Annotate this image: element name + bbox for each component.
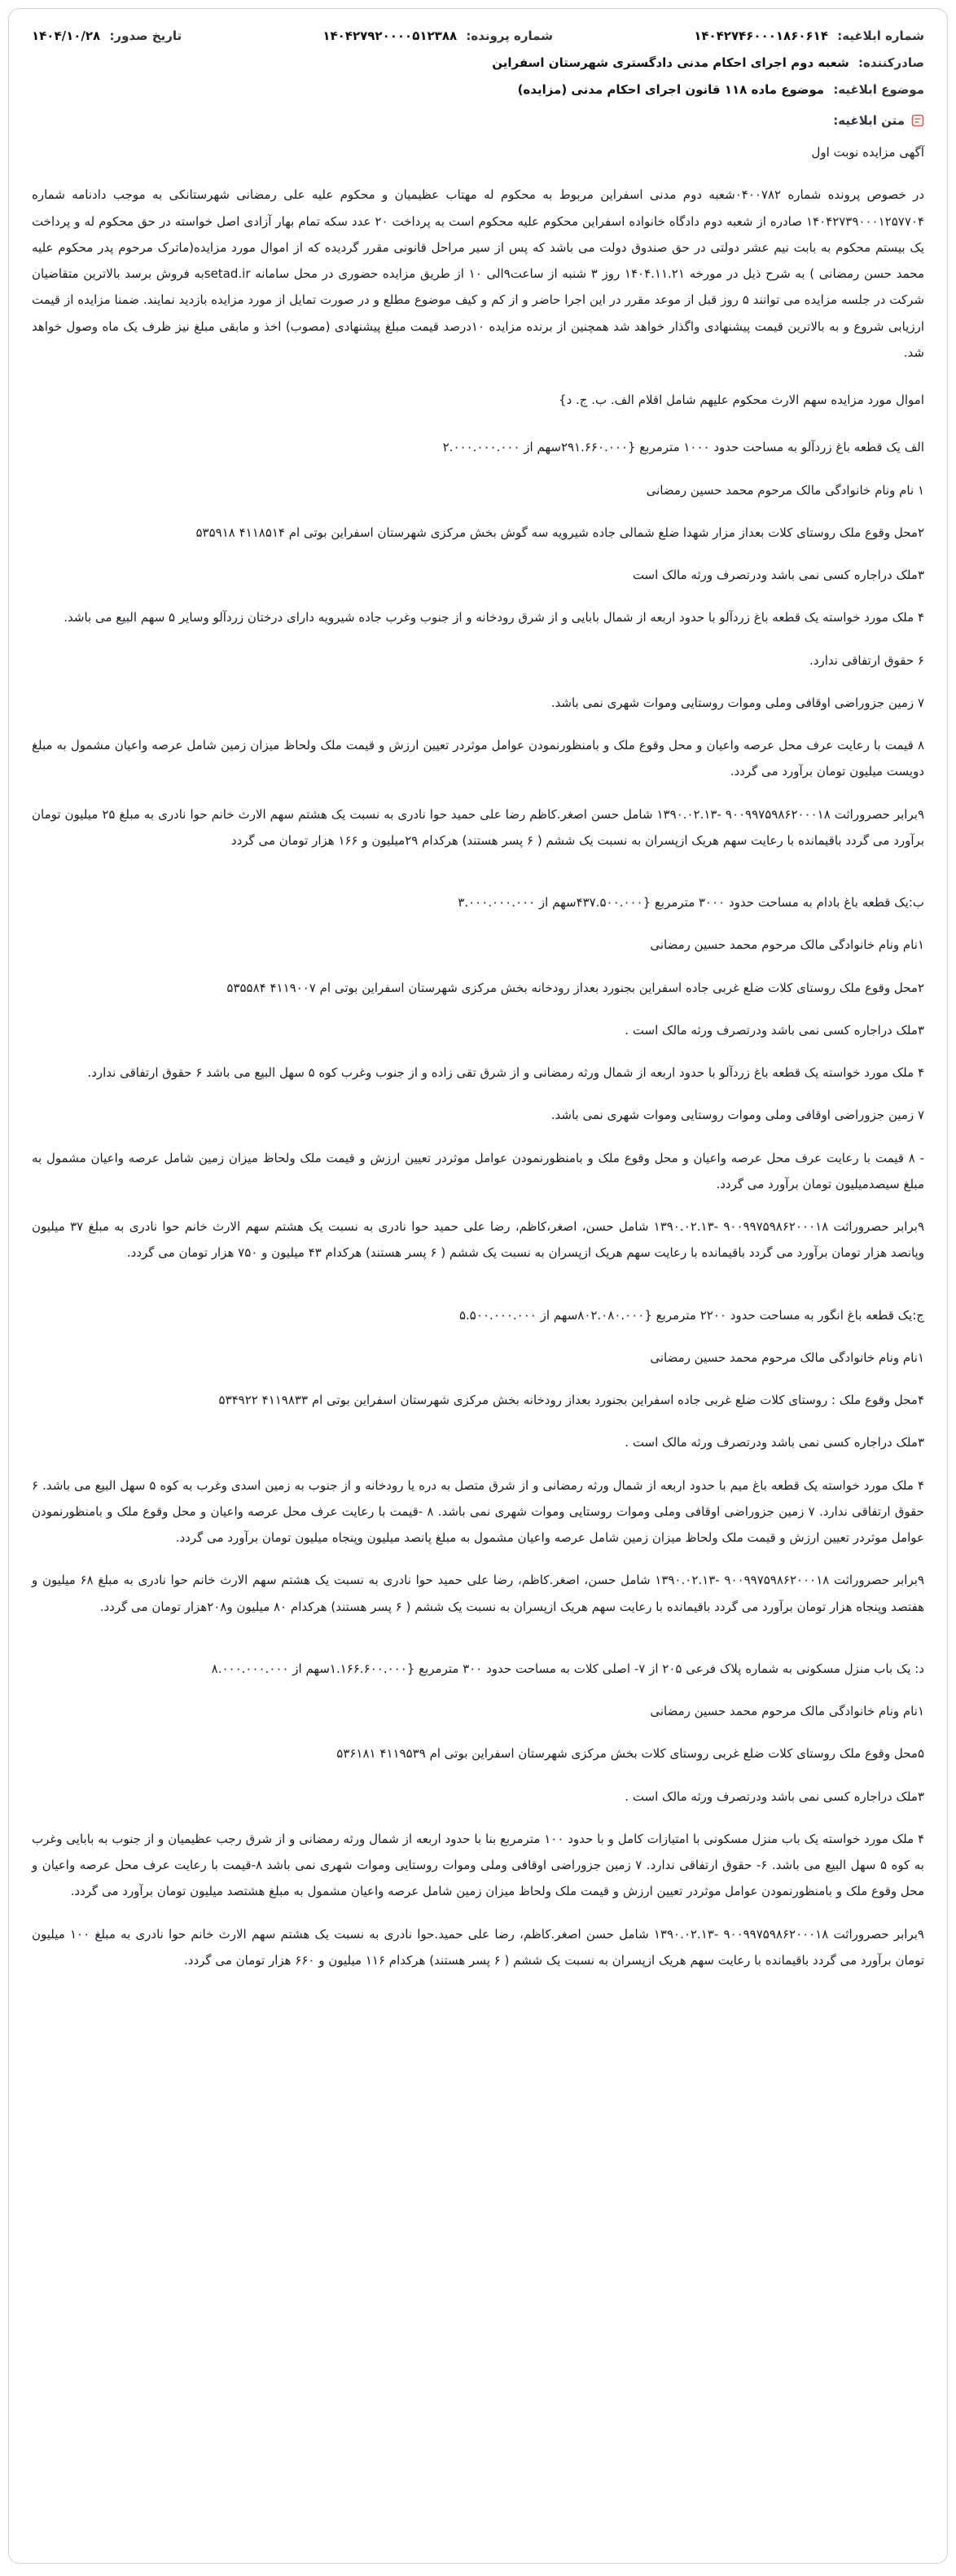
notification-card <box>8 8 948 2564</box>
notice-paragraph: ۳ملک دراجاره کسی نمی باشد ودرتصرف ورثه مالک است . <box>625 1022 924 1038</box>
notice-paragraph: د: یک باب منزل مسکونی به شماره پلاک فرعی ۲۰۵ از ۷- اصلی کلات به مساحت حدود ۳۰۰ مترمربع {۱.۱۶۶.۶۰۰.۰۰۰سهم از ۸.۰۰۰.۰۰۰.۰۰۰ <box>211 1661 924 1676</box>
notice-paragraph: ب:یک قطعه باغ بادام به مساحت حدود ۳۰۰۰ مترمربع {۴۳۷.۵۰۰.۰۰۰سهم از ۳.۰۰۰.۰۰۰.۰۰۰ <box>458 895 924 910</box>
notice-paragraph: اموال مورد مزایده سهم الارث محکوم علیهم شامل اقلام الف. ب. ج. د} <box>559 393 924 407</box>
notice-paragraph: ۴ ملک مورد خواسته یک باب منزل مسکونی با امتیازات کامل و با حدود ۱۰۰ مترمربع بنا با حدود اربعه از شمال ورثه رمضانی و از شرق رجب عظیمیان و از جنوب به بابایی وغرب به کوه ۵ سهل البیع می باشد. ۶- حقوق ارتفاقی ندارد. ۷ زمین جزوراضی اوقافی وملی وموات روستایی وموات شهری نمی باشد ۸-قیمت با رعایت عرف محل عرصه واعیان و محل وقوع ملک و بامنظورنمودن عوامل موثردر تعیین ارزش و قیمت ملک ولحاظ میزان زمین شامل عرصه واعیان مشمول به مبلغ هشتصد میلیون تومان برآورد می گردد. <box>32 1831 924 1899</box>
meta-row-numbers <box>32 29 924 43</box>
notice-paragraph: ۸ قیمت با رعایت عرف محل عرصه واعیان و محل وقوع ملک و بامنظورنمودن عوامل موثردر تعیین ارزش و قیمت ملک ولحاظ میزان زمین شامل عرصه واعیان مشمول به مبلغ دویست میلیون تومان برآورد می گردد. <box>32 738 924 779</box>
meta-row-subject <box>32 82 924 97</box>
notice-number-value: ۱۴۰۴۲۷۴۶۰۰۰۱۸۶۰۶۱۴ <box>694 29 828 43</box>
notice-number-label: شماره ابلاغیه: <box>837 29 924 43</box>
notice-paragraph: الف یک قطعه باغ زردآلو به مساحت حدود ۱۰۰۰ مترمربع {۲۹۱.۶۶۰.۰۰۰سهم از ۲.۰۰۰.۰۰۰.۰۰۰ <box>442 440 924 455</box>
notice-paragraph: ۱نام ونام خانوادگی مالک مرحوم محمد حسین رمضانی <box>650 1349 924 1365</box>
notice-paragraph: ۱ نام ونام خانوادگی مالک مرحوم محمد حسین رمضانی <box>646 482 924 498</box>
notification-meta <box>32 29 924 128</box>
case-number-value: ۱۴۰۴۲۷۹۲۰۰۰۰۵۱۲۳۸۸ <box>322 29 458 43</box>
notice-text-label: متن ابلاغیه: <box>833 113 905 128</box>
notice-paragraph: در خصوص پرونده شماره ۰۴۰۰۷۸۲شعبه دوم مدنی اسفراین مربوط به محکوم له مهتاب عظیمیان و محکوم علیه علی رمضانی شهرستانکی به موجب دادنامه شماره ۱۴۰۴۲۷۳۹۰۰۰۱۲۵۷۷۰۴ صادره از شعبه دوم دادگاه خانواده اسفراین محکوم علیه محکوم است به پرداخت ۲۰ عدد سکه تمام بهار آزادی اصل خواسته در حق محکوم له و پرداخت یک بیستم محکوم به بابت نیم عشر دولتی در حق صندوق دولت می باشد که پس از سیر مراحل قانونی مقرر گردیده که از اموال مورد مزایده(ماترک مرحوم پدر محکوم علیه محمد حسن رمضانی ) به شرح ذیل در مورخه ۱۴۰۴.۱۱.۲۱ روز ۳ شنبه از ساعت۹الی ۱۰ از طریق مزایده حضوری در محل سامانه setad.irبه فروش برسد بالاترین متقاضیان شرکت در جلسه مزایده می توانند ۵ روز قبل از موعد مقرر در این اجرا حاضر و از کم و کیف موضوع مطلع و در صورت تمایل از مورد مزایده بازدید نمایند. ضمنا مزایده از قیمت ارزیابی شروع و به بالاترین قیمت پیشنهادی واگذار خواهد شد همچنین از برنده مزایده ۱۰درصد قیمت مبلغ پیشنهادی (مصوب) اخذ و مابقی مبلغ نیز ظرف یک ماه وصول خواهد شد. <box>32 187 924 360</box>
notice-number-field <box>694 29 924 43</box>
notice-paragraph: ۹برابر حصروراثت ۹۰۰۹۹۷۵۹۸۶۲۰۰۰۱۸ -۱۳۹۰.۰۲.۱۳ شامل حسن اصغر.کاظم، رضا علی حمید.حوا نادری به نسبت یک هشتم سهم الارث خانم حوا نادری به مبلغ ۱۰۰ میلیون تومان برآورد می گردد باقیمانده با رعایت سهم هریک ازپسران به نسبت یک ششم ( ۶ پسر هستند) هرکدام ۱۱۶ میلیون و ۶۶۰ هزار تومان می گردد. <box>32 1926 924 1968</box>
notice-paragraph: - ۸ قیمت با رعایت عرف محل عرصه واعیان و محل وقوع ملک و بامنظورنمودن عوامل موثردر تعیین ارزش و قیمت ملک ولحاظ میزان زمین شامل عرصه واعیان مشمول به مبلغ سیصدمیلیون تومان برآورد می گردد. <box>32 1150 925 1191</box>
notice-paragraph: ۷ زمین جزوراضی اوقافی وملی وموات روستایی وموات شهری نمی باشد. <box>550 695 924 710</box>
issue-date-label: تاریخ صدور: <box>109 29 182 43</box>
case-number-field <box>322 29 553 43</box>
notice-paragraph: ۳ملک دراجاره کسی نمی باشد ودرتصرف ورثه مالک است <box>632 568 924 582</box>
notice-paragraph: ۲محل وقوع ملک روستای کلات ضلع غربی جاده اسفراین بجنورد بعداز رودخانه بخش مرکزی شهرستان اسفراین بوتی ام ۴۱۱۹۰۰۷ ۵۳۵۵۸۴ <box>226 980 924 995</box>
case-number-label: شماره پرونده: <box>466 29 553 43</box>
issue-date-field <box>32 29 182 43</box>
notice-paragraph: ۱نام ونام خانوادگی مالک مرحوم محمد حسین رمضانی <box>650 1704 924 1718</box>
notice-paragraph: ۴ ملک مورد خواسته یک قطعه باغ زردآلو با حدود اربعه از شمال بابایی و از شرق رودخانه و از جنوب وغرب جاده شیرویه دارای درختان زردآلو وسایر ۵ سهم البیع می باشد. <box>64 610 924 625</box>
issue-date-value: ۱۴۰۴/۱۰/۲۸ <box>32 29 101 43</box>
notice-body <box>32 139 924 1973</box>
notice-paragraph: ۹برابر حصروراثت ۹۰۰۹۹۷۵۹۸۶۲۰۰۰۱۸ -۱۳۹۰.۰۲.۱۳ شامل حسن، اصغر.کاظم، رضا علی حمید حوا نادری به نسبت یک هشتم سهم الارث خانم حوا نادری به مبلغ ۶۸ میلیون و هفتصد وپنجاه هزار تومان برآورد می گردد باقیمانده با رعایت سهم هریک ازپسران به نسبت یک ششم ( ۶ پسر هستند) هرکدام ۸۰ میلیون و۲۰۸هزار تومان می گردد. <box>32 1573 924 1614</box>
auction-title: آگهی مزایده نوبت اول <box>811 145 924 160</box>
meta-row-issuer <box>32 55 924 70</box>
notice-paragraph: ۷ زمین جزوراضی اوقافی وملی وموات روستایی وموات شهری نمی باشد. <box>550 1108 924 1123</box>
subject-value: موضوع ماده ۱۱۸ قانون اجرای احکام مدنی (مزایده) <box>517 82 825 97</box>
notice-paragraph: ۲محل وقوع ملک روستای کلات بعداز مزار شهدا ضلع شمالی جاده شیرویه سه گوش بخش مرکزی شهرستان اسفراین بوتی ام ۴۱۱۸۵۱۴ ۵۳۵۹۱۸ <box>195 524 924 540</box>
notice-paragraph: ۴ ملک مورد خواسته یک قطعه باغ میم با حدود اربعه از شمال ورثه رمضانی و از شرق متصل به دره یا رودخانه و از جنوب به زمین اسدی وغرب به کوه ۵ سهل البیع می باشد. ۶ حقوق ارتفاقی ندارد. ۷ زمین جزوراضی اوقافی وملی وموات روستایی وموات شهری نمی باشد. ۸ -قیمت با رعایت عرف محل عرصه واعیان و محل وقوع ملک و بامنظورنمودن عوامل موثردر تعیین ارزش و قیمت ملک ولحاظ میزان زمین شامل عرصه واعیان مشمول به مبلغ پانصد میلیون وپنجاه میلیون تومان برآورد می گردد. <box>32 1477 924 1545</box>
notice-paragraph: ج:یک قطعه باغ انگور به مساحت حدود ۲۲۰۰ مترمربع {۸۰۲.۰۸۰.۰۰۰سهم از ۵.۵۰۰.۰۰۰.۰۰۰ <box>458 1307 924 1323</box>
issuer-value: شعبه دوم اجرای احکام مدنی دادگستری شهرستان اسفراین <box>492 55 849 70</box>
notice-paragraph: ۴ ملک مورد خواسته یک قطعه باغ زردآلو با حدود اربعه از شمال ورثه رمضانی و از شرق تقی زاده و از جنوب وغرب کوه ۵ سهل البیع می باشد ۶ حقوق ارتفاقی ندارد. <box>87 1065 924 1080</box>
notice-text-icon <box>911 114 924 127</box>
notice-paragraph: ۳ملک دراجاره کسی نمی باشد ودرتصرف ورثه مالک است . <box>625 1788 924 1804</box>
subject-label: موضوع ابلاغیه: <box>833 82 924 97</box>
notice-paragraph: ۱نام ونام خانوادگی مالک مرحوم محمد حسین رمضانی <box>650 937 924 953</box>
issuer-field <box>492 55 924 70</box>
notice-text-header <box>32 113 924 128</box>
notice-paragraph: ۳ملک دراجاره کسی نمی باشد ودرتصرف ورثه مالک است . <box>625 1435 924 1450</box>
notice-paragraph: ۵محل وقوع ملک روستای کلات ضلع غربی روستای کلات بخش مرکزی شهرستان اسفراین بوتی ام ۴۱۱۹۵۳۹ ۵۳۶۱۸۱ <box>336 1746 924 1762</box>
notice-paragraph: ۴محل وقوع ملک : روستای کلات ضلع غربی جاده اسفراین بجنورد بعداز رودخانه بخش مرکزی شهرستان اسفراین بوتی ام ۴۱۱۹۸۳۳ ۵۳۴۹۲۲ <box>218 1393 924 1407</box>
subject-field <box>518 82 924 97</box>
notice-paragraph: ۹برابر حصروراثت ۹۰۰۹۹۷۵۹۸۶۲۰۰۰۱۸ -۱۳۹۰.۰۲.۱۳ شامل حسن، اصغر،کاظم، رضا علی حمید حوا نادری به نسبت یک هشتم سهم الارث خانم حوا نادری به مبلغ ۳۷ میلیون وپانصد هزار تومان برآورد می گردد باقیمانده با رعایت سهم هریک ازپسران به نسبت یک ششم ( ۶ پسر هستند) هرکدام ۴۳ میلیون و ۷۵۰ هزار تومان می گردد. <box>32 1219 924 1261</box>
notice-paragraph: ۹برابر حصروراثت ۹۰۰۹۹۷۵۹۸۶۲۰۰۰۱۸ -۱۳۹۰.۰۲.۱۳ شامل حسن اصغر.کاظم رضا علی حمید حوا نادری به نسبت یک هشتم سهم الارث خانم حوا نادری به مبلغ ۲۵ میلیون تومان برآورد می گردد باقیمانده با رعایت سهم هریک ازپسران به نسبت یک ششم ( ۶ پسر هستند) هرکدام ۲۹میلیون و ۱۶۶ هزار تومان می گردد <box>32 806 924 848</box>
notice-paragraph: ۶ حقوق ارتفاقی ندارد. <box>809 652 924 668</box>
issuer-label: صادرکننده: <box>858 55 924 70</box>
